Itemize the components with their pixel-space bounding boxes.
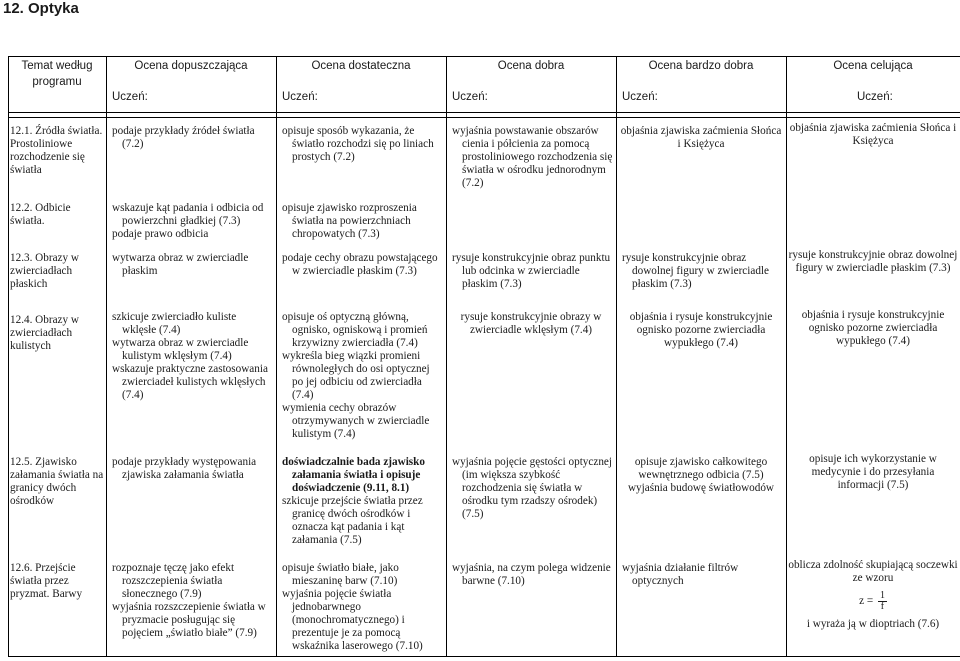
row-cell: doświadczalnie bada zjawisko załamania światła i opisuje doświadczenie (9.11, 8.1) — [282, 456, 425, 494]
row-cell: opisuje zjawisko całkowitego wewnętrznego odbicia (7.5) — [634, 456, 768, 481]
row-cell: objaśnia zjawiska zaćmienia Słońca i Księżyca — [789, 122, 957, 147]
column-divider — [276, 56, 277, 657]
row-cell: szkicuje zwierciadło kuliste wklęsłe (7.4) — [112, 311, 237, 336]
header-divider-double — [8, 117, 960, 118]
row-cell-group — [282, 456, 444, 547]
row-cell: rysuje konstrukcyjnie obraz dowolnej figury w zwierciadle płaskim (7.3) — [788, 249, 958, 274]
header-student-3: Uczeń: — [452, 91, 488, 103]
header-student-4: Uczeń: — [622, 91, 658, 103]
header-grade-2: Ocena dostateczna — [311, 60, 411, 72]
header-divider — [8, 112, 960, 113]
column-divider — [106, 56, 107, 657]
row-topic: 12.2. Odbicie światła. — [10, 202, 71, 227]
row-cell: rysuje konstrukcyjnie obraz dowolnej figury w zwierciadle płaskim (7.3) — [622, 252, 769, 290]
row-cell: wykreśla bieg wiązki promieni równoległych do osi optycznej po jej odbiciu od zwierciadła (7.4) — [282, 350, 430, 401]
row-cell-group — [618, 456, 784, 495]
row-topic: 12.4. Obrazy w zwierciadłach kulistych — [10, 314, 79, 352]
row-cell: opisuje ich wykorzystanie w medycynie i do przesyłania informacji (7.5) — [809, 453, 937, 491]
header-grade-5: Ocena celująca — [833, 60, 913, 72]
row-cell: podaje cechy obrazu powstającego w zwierciadle płaskim (7.3) — [282, 252, 438, 277]
row-cell: objaśnia i rysuje konstrukcyjnie ognisko pozorne zwierciadła wypukłego (7.4) — [801, 309, 945, 347]
row-cell: szkicuje przejście światła przez granicę dwóch ośrodków i oznacza kąt padania i kąt załamania (7.5) — [282, 495, 423, 546]
row-cell: podaje przykłady występowania zjawiska załamania światła — [112, 456, 257, 481]
formula-intro: oblicza zdolność skupiającą soczewki ze wzoru — [788, 559, 958, 584]
page-title: 12. Optyka — [3, 0, 79, 17]
row-cell: wskazuje praktyczne zastosowania zwierciadeł kulistych wklęsłych (7.4) — [112, 363, 268, 401]
column-divider — [446, 56, 447, 657]
column-divider — [786, 56, 787, 657]
row-cell: rysuje konstrukcyjnie obrazy w zwierciadle wklęsłym (7.4) — [460, 311, 602, 336]
row-cell: objaśnia zjawiska zaćmienia Słońca i Księżyca — [620, 125, 782, 150]
header-student-1: Uczeń: — [112, 91, 148, 103]
header-topic: Temat według programu — [21, 60, 93, 88]
header-grade-4: Ocena bardzo dobra — [648, 60, 754, 72]
row-cell: wyjaśnia pojęcie gęstości optycznej (im większa szybkość rozchodzenia się światła w ośrodku tym rzadszy ośrodek) (7.5) — [452, 456, 612, 520]
row-topic: 12.3. Obrazy w zwierciadłach płaskich — [10, 252, 79, 290]
formula-denominator: f — [880, 601, 885, 612]
row-cell-group — [282, 562, 432, 653]
row-topic: 12.6. Przejście światła przez pryzmat. Barwy — [10, 562, 83, 600]
row-cell-group — [112, 311, 272, 402]
row-cell: wytwarza obraz w zwierciadle kulistym wklęsłym (7.4) — [112, 337, 249, 362]
header-student-2: Uczeń: — [282, 91, 318, 103]
formula-outro: i wyraża ją w dioptriach (7.6) — [806, 618, 940, 630]
row-cell: wymienia cechy obrazów otrzymywanych w zwierciadle kulistym (7.4) — [282, 402, 430, 440]
row-cell: wskazuje kąt padania i odbicia od powierzchni gładkiej (7.3) — [112, 202, 264, 227]
table-border-bottom — [8, 656, 960, 657]
table-border-top — [8, 56, 960, 57]
row-cell-group — [112, 562, 272, 640]
row-cell-group — [112, 202, 274, 241]
formula-numerator: 1 — [879, 590, 885, 601]
row-cell: wyjaśnia działanie filtrów optycznych — [622, 562, 739, 587]
row-cell: podaje przykłady źródeł światła (7.2) — [112, 125, 255, 150]
row-cell: opisuje światło białe, jako mieszaninę barw (7.10) — [282, 562, 399, 587]
row-cell: rozpoznaje tęczę jako efekt rozszczepienia światła słonecznego (7.9) — [112, 562, 235, 600]
row-cell: wyjaśnia pojęcie światła jednobarwnego (monochromatycznego) i prezentuje je za pomocą wskaźnika laserowego (7.10) — [282, 588, 423, 652]
row-cell: opisuje zjawisko rozproszenia światła na powierzchniach chropowatych (7.3) — [282, 202, 417, 240]
row-cell: objaśnia i rysuje konstrukcyjnie ognisko pozorne zwierciadła wypukłego (7.4) — [629, 311, 773, 349]
row-cell: wytwarza obraz w zwierciadle płaskim — [112, 252, 249, 277]
row-cell: wyjaśnia rozszczepienie światła w pryzmacie posługując się pojęciem „światło białe” (7.9) — [112, 601, 266, 639]
row-cell-group — [282, 311, 432, 441]
formula-fraction — [878, 591, 887, 612]
row-topic: 12.5. Zjawisko załamania światła na granicy dwóch ośrodków — [10, 456, 104, 507]
header-student-5: Uczeń: — [857, 91, 893, 103]
row-cell: opisuje sposób wykazania, że światło rozchodzi się po liniach prostych (7.2) — [282, 125, 434, 163]
row-cell-formula — [788, 559, 958, 631]
header-grade-3: Ocena dobra — [497, 60, 565, 72]
row-cell: wyjaśnia, na czym polega widzenie barwne (7.10) — [452, 562, 611, 587]
row-cell: wyjaśnia powstawanie obszarów cienia i półcienia za pomocą prostoliniowego rozchodzenia się światła w ośrodku jednorodnym (7.2) — [452, 125, 613, 189]
row-cell: wyjaśnia budowę światłowodów — [627, 482, 775, 494]
formula-lhs: z = — [859, 595, 874, 608]
table-border-left — [8, 56, 9, 657]
formula-line — [788, 591, 958, 612]
row-cell: podaje prawo odbicia — [112, 228, 209, 240]
row-cell: rysuje konstrukcyjnie obraz punktu lub odcinka w zwierciadle płaskim (7.3) — [452, 252, 611, 290]
row-topic: 12.1. Źródła światła. Prostoliniowe rozchodzenie się światła — [10, 125, 103, 176]
header-grade-1: Ocena dopuszczająca — [134, 60, 248, 72]
row-cell: opisuje oś optyczną główną, ognisko, ogniskową i promień krzywizny zwierciadła (7.4) — [282, 311, 428, 349]
